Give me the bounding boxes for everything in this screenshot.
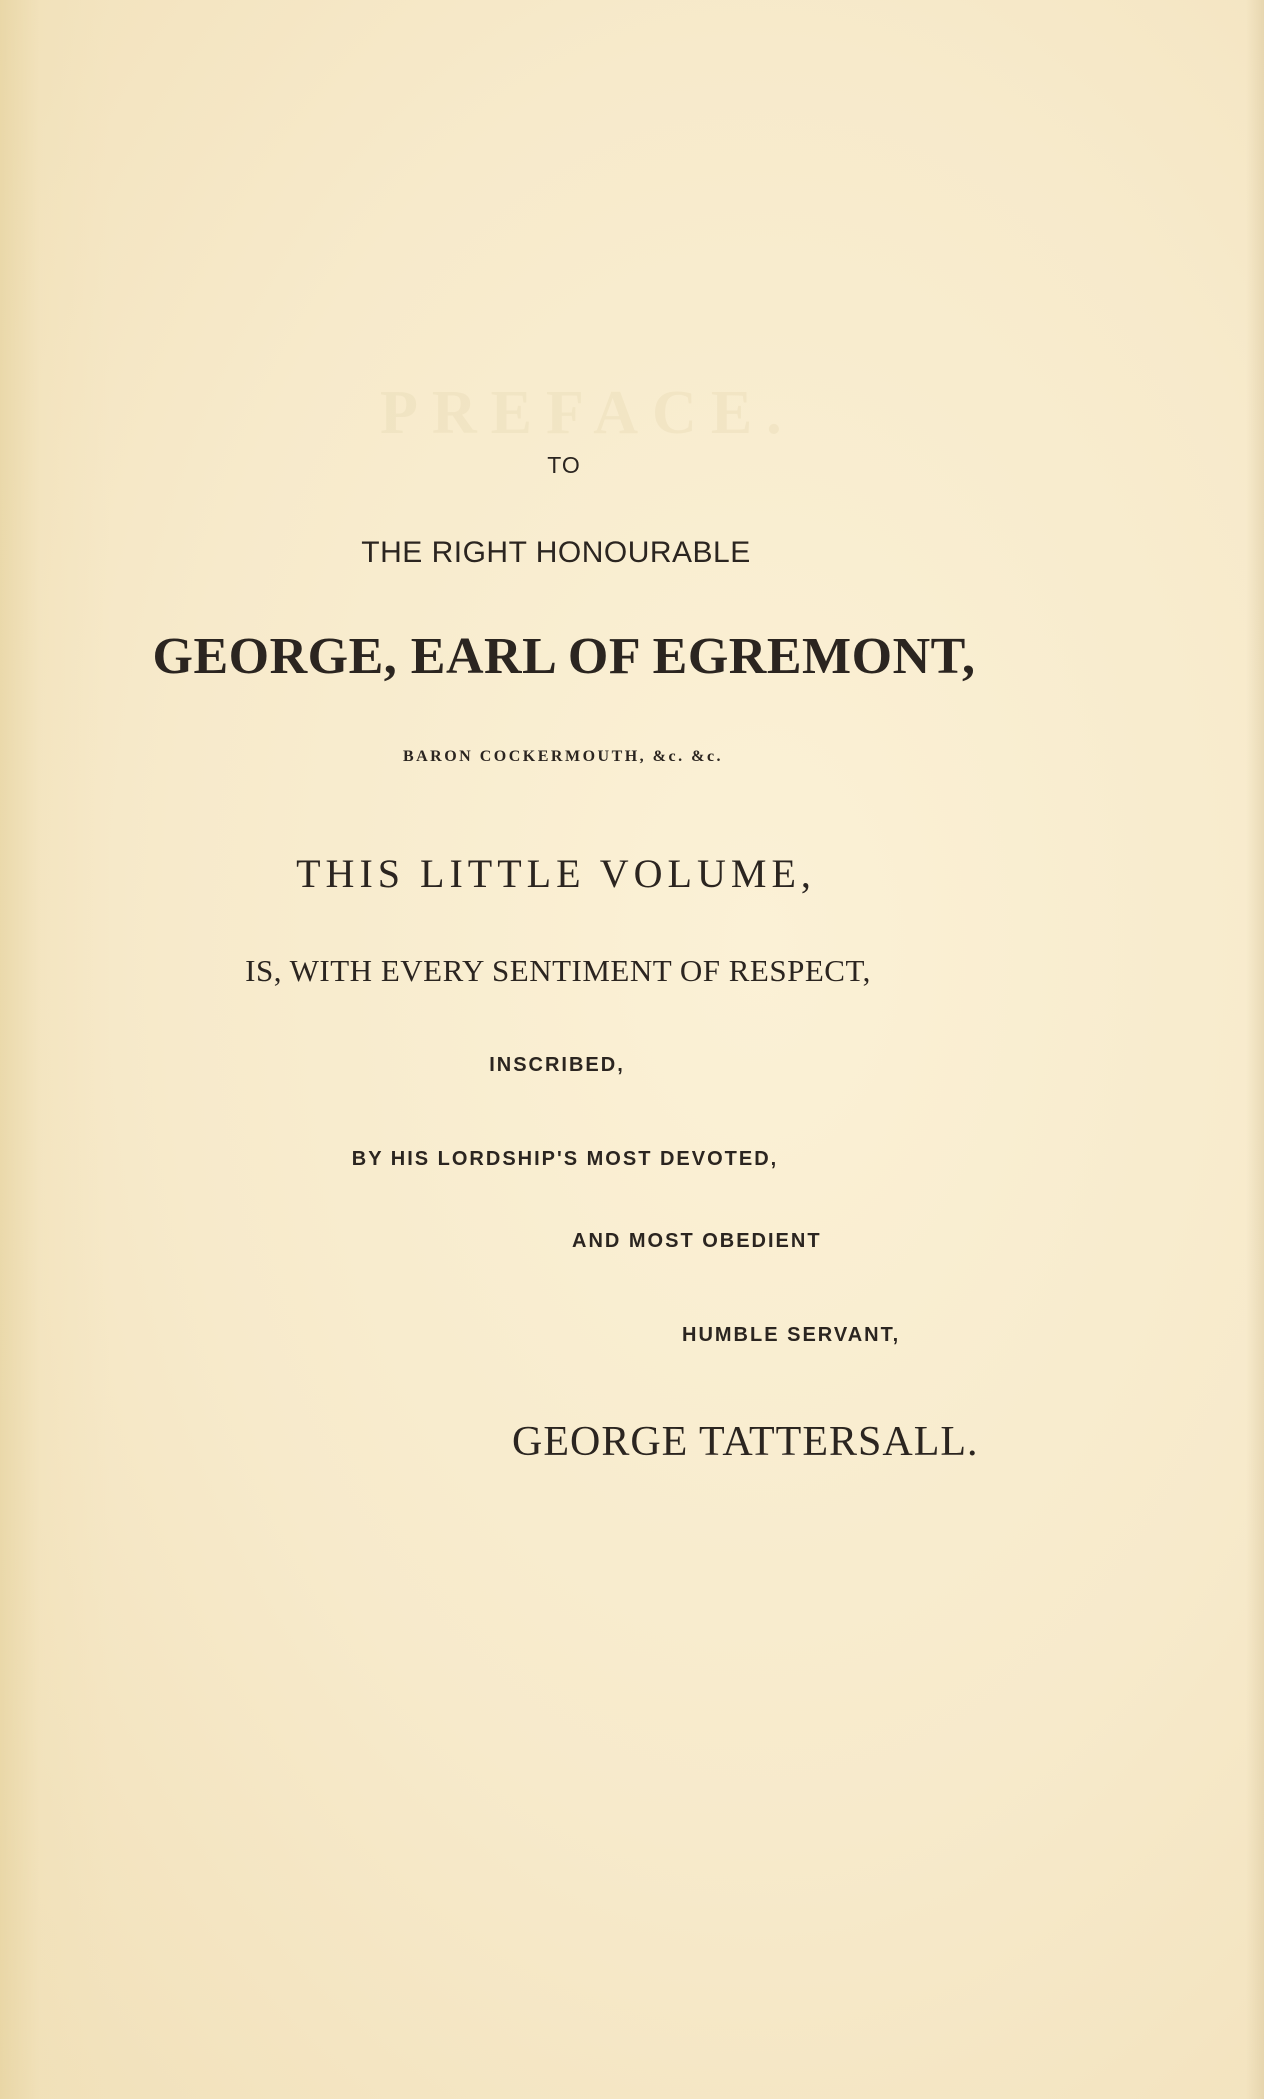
author-signature: GEORGE TATTERSALL. xyxy=(512,1419,979,1465)
bleed-through-text: PREFACE. xyxy=(380,379,796,447)
dedicatee-name: GEORGE, EARL OF EGREMONT, xyxy=(152,628,976,685)
dedication-honorific: THE RIGHT HONOURABLE xyxy=(361,536,751,569)
sentiment-line: IS, WITH EVERY SENTIMENT OF RESPECT, xyxy=(245,953,871,988)
inscribed-line: INSCRIBED, xyxy=(489,1054,625,1076)
by-line: BY HIS LORDSHIP'S MOST DEVOTED, xyxy=(351,1148,779,1170)
servant-line: HUMBLE SERVANT, xyxy=(682,1324,901,1346)
volume-line: THIS LITTLE VOLUME, xyxy=(296,851,816,896)
dedication-to: TO xyxy=(547,452,581,478)
dedicatee-titles: BARON COCKERMOUTH, &c. &c. xyxy=(402,748,724,765)
obedient-line: AND MOST OBEDIENT xyxy=(572,1230,822,1252)
